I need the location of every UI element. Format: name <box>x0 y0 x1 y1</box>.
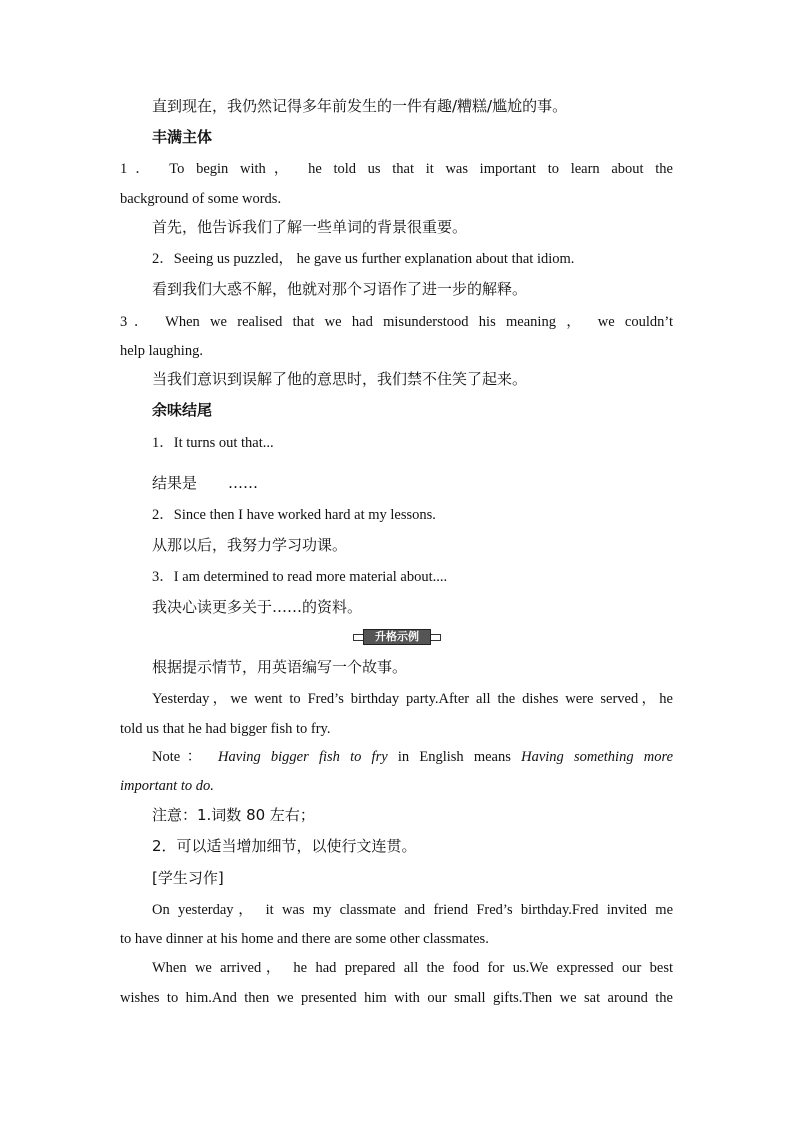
student-p2-line2: wishes to him.And then we presented him with our small gifts.Then we sat around the <box>120 990 673 1006</box>
student-p1-line2: to have dinner at his home and there are some other classmates. <box>120 931 489 947</box>
body-item1-line1: 1． To begin with， he told us that it was important to learn about the <box>120 161 673 177</box>
task-instruction: 根据提示情节，用英语编写一个故事。 <box>152 658 408 676</box>
requirement-2: 2．可以适当增加细节，以使行文连贯。 <box>152 837 417 855</box>
intro-translation: 直到现在，我仍然记得多年前发生的一件有趣/糟糕/尴尬的事。 <box>152 97 568 115</box>
end-item3-translation: 我决心读更多关于……的资料。 <box>152 598 363 616</box>
student-work-label: [学生习作] <box>152 869 224 887</box>
note-meaning: Having something more <box>521 749 674 765</box>
task-paragraph-line1: Yesterday，we went to Fred’s birthday party.After all the dishes were served，he <box>152 691 673 707</box>
task-note-line2 <box>120 779 214 794</box>
body-item3-translation: 当我们意识到误解了他的意思时，我们禁不住笑了起来。 <box>152 370 528 388</box>
end-item1-translation-b: …… <box>228 474 258 492</box>
body-item1-line2: background of some words. <box>120 191 282 207</box>
student-p1-line1: On yesterday， it was my classmate and friend Fred’s birthday.Fred invited me <box>152 902 673 918</box>
body-item3-line1: 3． When we realised that we had misunderstood his meaning ， we couldn’t <box>120 314 673 330</box>
body-item2: 2．Seeing us puzzled， he gave us further explanation about that idiom. <box>152 251 575 267</box>
body-item1-translation: 首先，他告诉我们了解一些单词的背景很重要。 <box>152 218 468 236</box>
student-p2-line1: When we arrived， he had prepared all the food for us.We expressed our best <box>152 960 673 976</box>
task-note-line1 <box>152 750 673 765</box>
upgrade-example-banner <box>353 629 441 645</box>
note-middle: in English means <box>397 749 511 765</box>
end-item2-translation: 从那以后，我努力学习功课。 <box>152 536 348 554</box>
note-meaning-end: important to do. <box>120 778 214 794</box>
banner-label: 升格示例 <box>375 630 419 643</box>
end-item1: 1．It turns out that... <box>152 435 274 451</box>
body-item2-translation: 看到我们大惑不解，他就对那个习语作了进一步的解释。 <box>152 280 528 298</box>
task-paragraph-line2: told us that he had bigger fish to fry. <box>120 721 331 737</box>
end-item3: 3．I am determined to read more material about.... <box>152 569 448 585</box>
body-item3-line2: help laughing. <box>120 343 203 359</box>
end-item1-translation-a: 结果是 <box>152 474 198 492</box>
heading-end: 余味结尾 <box>152 401 213 419</box>
note-prefix: Note： <box>152 749 208 765</box>
heading-body: 丰满主体 <box>152 128 213 146</box>
requirement-1: 注意：1.词数 80 左右； <box>152 806 315 824</box>
end-item2: 2．Since then I have worked hard at my lessons. <box>152 507 436 523</box>
note-idiom: Having bigger fish to fry <box>218 749 388 765</box>
